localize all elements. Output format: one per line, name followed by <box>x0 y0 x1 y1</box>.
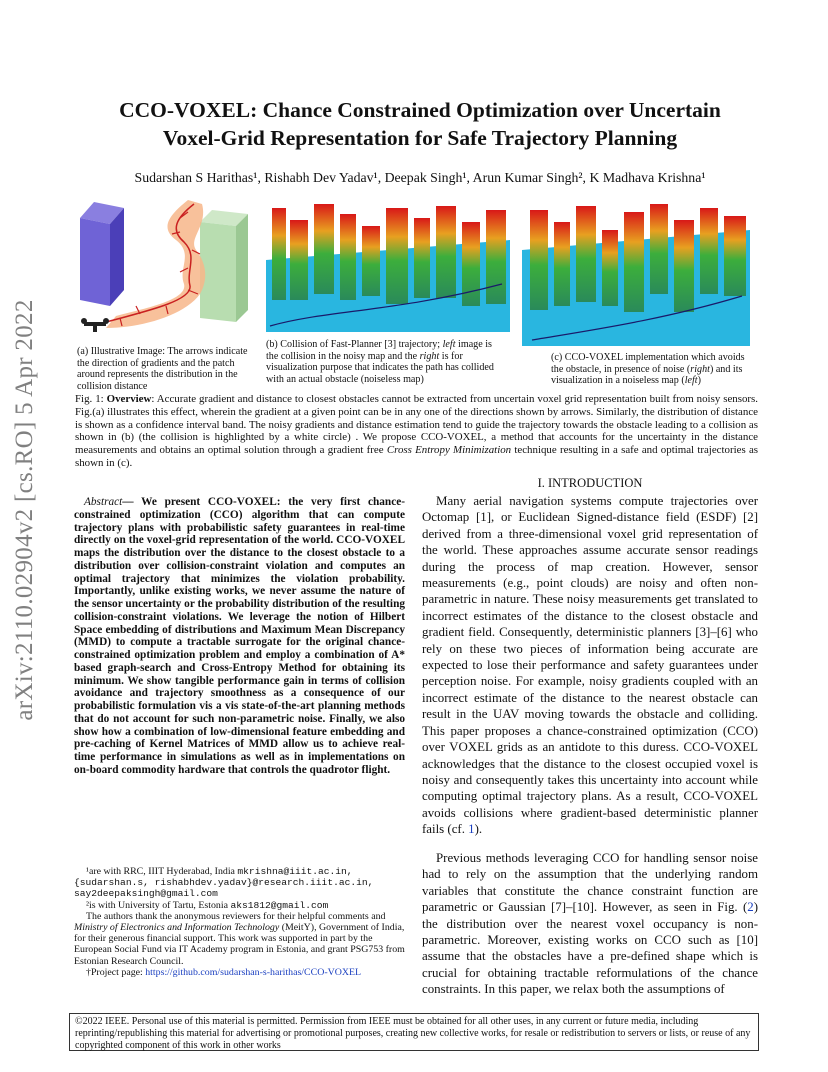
footnote-affiliation-2: ²is with University of Tartu, Estonia aks1812@gmail.com <box>86 899 329 911</box>
figure-1c-voxel-map <box>522 200 750 346</box>
figure-1c-caption: (c) CCO-VOXEL implementation which avoids the obstacle, in presence of noise (right) and its visualization in a noiseless map (left) <box>551 352 745 387</box>
figure-1b-caption: (b) Collision of Fast-Planner [3] trajectory; left image is the collision in the noisy map and the right is for visualization purpose that indicates the path has collided with an actual obstacle (noiseless map) <box>266 339 494 385</box>
footnote-acknowledgment: The authors thank the anonymous reviewers for their helpful comments and Ministry of Electronics and Information Technology (MeitY), Government of India, for their generous financial support. This work was supported in part by the European Social Fund via IT Academy program in Estonia, and grant PSG753 from Estonian Research Council. <box>74 910 405 967</box>
abstract-label: Abstract <box>84 496 123 508</box>
author-list: Sudarshan S Harithas¹, Rishabh Dev Yadav¹, Deepak Singh¹, Arun Kumar Singh², K Madhava Krishna¹ <box>134 170 706 185</box>
intro-paragraph-1: Many aerial navigation systems compute trajectories over Octomap [1], or Euclidean Signed-distance field (ESDF) [2] derived from a three-dimensional voxel grid representation of the world. These approaches assume accurate sensor readings during the process of map creation. However, sensor measurements (e.g., point clouds) are noisy and often non-parametric in nature. These noisy measurements get translated to incorrect estimates of the distance to the closest obstacle and gradient field. Consequently, deterministic planners [3]–[6] who rely on these two pieces of information being accurate are expected to lose their performance and safety guarantees under perception noise. For example, noisy gradients coupled with an incorrect estimate of the distance to the nearest obstacle can result in the UAV moving towards the obstacle and colliding. This paper proposes a chance-constrained optimization (CCO) over VOXEL grids as an antidote to this duress. CCO-VOXEL acknowledges that the distance to the closest occupied voxel is noisy and consequently takes this uncertainty into account while computing optimal trajectory plans. As a result, CCO-VOXEL avoids collisions where gradient-based deterministic planner fails (cf. 1). <box>422 494 758 837</box>
footnote-project-page: †Project page: https://github.com/sudarshan-s-harithas/CCO-VOXEL <box>86 966 362 978</box>
section-heading-introduction: I. INTRODUCTION <box>537 476 643 490</box>
title-line-2: Voxel-Grid Representation for Safe Trajectory Planning <box>162 126 678 150</box>
email-addresses: mkrishna@iiit.ac.in, {sudarshan.s, rishabhdev.yadav}@research.iiit.ac.in, say2deepaksingh@gmail.com <box>74 866 374 900</box>
paper-title <box>80 96 760 152</box>
figure-reference-link[interactable]: 1 <box>468 822 475 837</box>
abstract <box>74 496 405 777</box>
figure-1-caption: Fig. 1: Overview: Accurate gradient and distance to closest obstacles cannot be extracted from uncertain voxel grid representation built from noisy sensors. Fig.(a) illustrates this effect, wherein the gradient at a given point can be in any one of the directions shown by arrows. Similarly, the distribution of distance is shown as a confidence interval band. The noisy gradients and distance estimation tend to guide the trajectory towards the obstacle leading to a collision as shown in (b) (the collision is highlighted by a white circle) . We propose CCO-VOXEL, a method that accounts for the uncertainty in the distance measurements and obtains an optimal solution through a gradient free Cross Entropy Minimization technique resulting in a safe and optimal trajectories as shown in (c). <box>75 393 759 469</box>
figure-1a-illustration <box>76 198 252 338</box>
figure-reference-link[interactable]: 2 <box>747 900 754 915</box>
abstract-text: — We present CCO-VOXEL: the very first chance-constrained optimization (CCO) algorithm that can compute trajectory plans with probabilistic safety guarantees in real-time directly on the voxel-grid representation of the world. CCO-VOXEL maps the distribution over the distance to the closest obstacle to a distribution over collision-constraint violation and computes an optimal trajectory that minimizes the violation probability. Importantly, unlike existing works, we never assume the nature of the sensor uncertainty or the probability distribution of the resulting collision-constraint violations. We leverage the notion of Hilbert Space embedding of distributions and Maximum Mean Discrepancy (MMD) to compute a tractable surrogate for the original chance-constrained optimization problem and employ a combination of A* based graph-search and Cross-Entropy Method for obtaining its minimum. We show tangible performance gain in terms of collision avoidance and trajectory smoothness as a consequence of our probabilistic formulation vis a vis state-of-the-art planning methods that do not account for such non-parametric noise. Finally, we also show how a combination of low-dimensional feature embedding and pre-caching of Kernel Matrices of MMD allow us to achieve real-time performance in simulations as well as in implementations on on-board commodity hardware that controls the quadrotor flight. <box>74 496 405 776</box>
figure-1b-voxel-map <box>266 200 510 332</box>
footnote-affiliation-1: ¹are with RRC, IIIT Hyderabad, India mkrishna@iiit.ac.in, {sudarshan.s, rishabhdev.yadav}@research.iiit.ac.in, say2deepaksingh@gmail.com <box>74 866 374 900</box>
copyright-notice: ©2022 IEEE. Personal use of this material is permitted. Permission from IEEE must be obtained for all other uses, in any current or future media, including reprinting/republishing this material for advertising or promotional purposes, creating new collective works, for resale or redistribution to servers or lists, or reuse of any copyrighted component of this work in other works <box>69 1013 759 1051</box>
intro-paragraph-2: Previous methods leveraging CCO for handling sensor noise had to rely on the assumption that the underlying random variables that constitute the chance constraint function are parametric or Gaussian [7]–[10]. However, as seen in Fig. (2) the distribution over the nearest voxel occupancy is non-parametric. Moreover, existing works on CCO such as [10] assume that the obstacles have a pre-defined shape which is crucial for obtaining tractable reformulations of the chance constraints. In this paper, we relax both the assumptions of <box>422 851 758 997</box>
email-address: aks1812@gmail.com <box>230 899 329 911</box>
project-page-link[interactable]: https://github.com/sudarshan-s-harithas/CCO-VOXEL <box>145 966 362 978</box>
title-line-1: CCO-VOXEL: Chance Constrained Optimization over Uncertain <box>119 98 721 122</box>
arxiv-stamp: arXiv:2110.02904v2 [cs.RO] 5 Apr 2022 <box>11 299 38 721</box>
footnotes <box>74 866 410 978</box>
figure-1a-caption: (a) Illustrative Image: The arrows indicate the direction of gradients and the patch around represents the distribution in the collision distance <box>77 346 248 392</box>
